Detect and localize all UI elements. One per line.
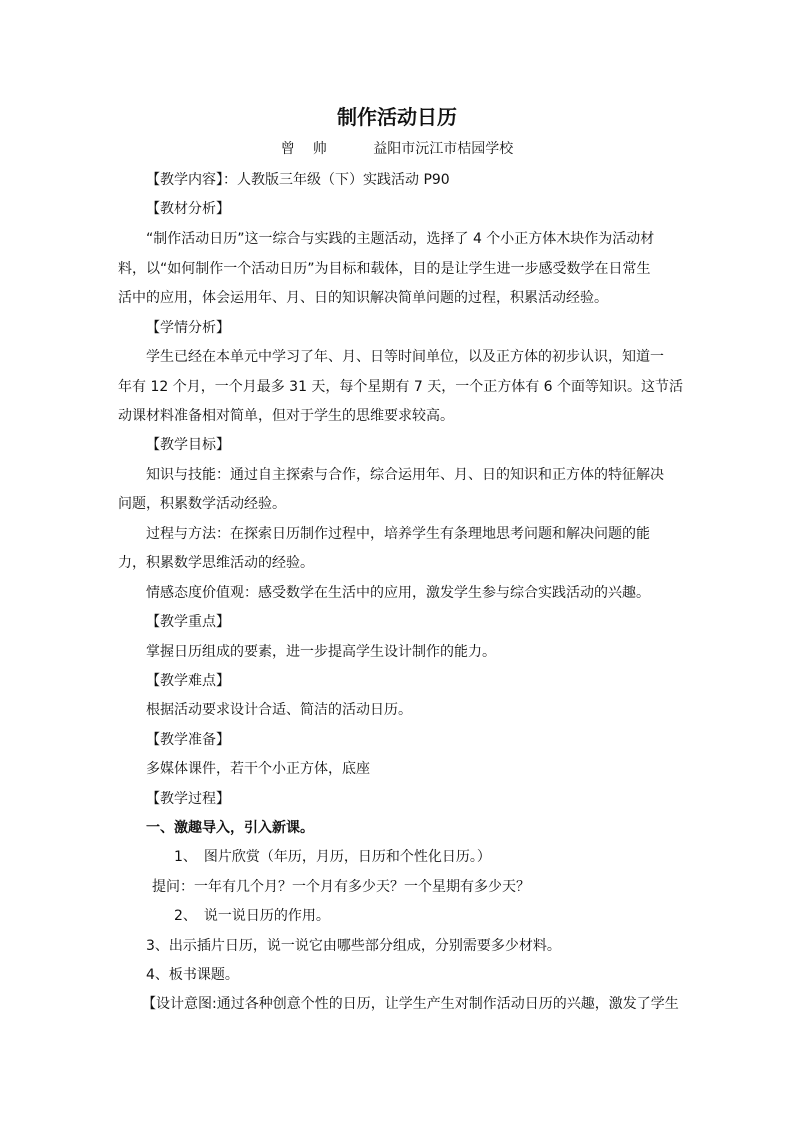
goal-emotion: 情感态度价值观：感受数学在生活中的应用，激发学生参与综合实践活动的兴趣。 [146,585,650,601]
step1-item: 1、 图片欣赏（年历，月历，日历和个性化日历。） [174,849,491,865]
author-line [0,139,794,159]
preparation-text: 多媒体课件，若干个小正方体，底座 [146,761,370,777]
difficulty-text: 根据活动要求设计合适、简洁的活动日历。 [146,702,412,718]
design-intent: 【设计意图:通过各种创意个性的日历，让学生产生对制作活动日历的兴趣，激发了学生 [142,996,679,1012]
teaching-content: 【教学内容】：人教版三年级（下）实践活动 P90 [146,172,450,188]
student-paragraph-line: 学生已经在本单元中学习了年、月、日等时间单位，以及正方体的初步认识，知道一 [146,349,664,365]
material-paragraph-line: “制作活动日历”这一综合与实践的主题活动，选择了 4 个小正方体木块作为活动材 [146,231,655,247]
section-material-analysis: 【教材分析】 [146,201,230,217]
step1-item: 2、 说一说日历的作用。 [174,908,330,924]
student-paragraph-line: 动课材料准备相对简单，但对于学生的思维要求较高。 [118,408,454,424]
goal-knowledge-line: 问题，积累数学活动经验。 [118,496,286,512]
step1-heading: 一、激趣导入，引入新课。 [146,820,314,836]
section-process: 【教学过程】 [146,791,230,807]
step1-item: 3、出示插片日历，说一说它由哪些部分组成，分别需要多少材料。 [146,938,561,954]
author-name: 曾 帅 [280,141,329,157]
goal-process-line: 过程与方法：在探索日历制作过程中，培养学生有条理地思考问题和解决问题的能 [146,526,650,542]
page-title: 制作活动日历 [337,105,457,129]
material-paragraph-line: 活中的应用，体会运用年、月、日的知识解决简单问题的过程，积累活动经验。 [118,290,608,306]
section-student-analysis: 【学情分析】 [146,320,230,336]
student-paragraph-line: 年有 12 个月，一个月最多 31 天，每个星期有 7 天，一个正方体有 6 个面等知识。这节活 [118,379,684,395]
step1-item: 4、板书课题。 [146,967,239,983]
section-key-points: 【教学重点】 [146,614,230,630]
key-point-text: 掌握日历组成的要素，进一步提高学生设计制作的能力。 [146,644,496,660]
section-goals: 【教学目标】 [146,437,230,453]
goal-knowledge-line: 知识与技能：通过自主探索与合作，综合运用年、月、日的知识和正方体的特征解决 [146,467,664,483]
material-paragraph-line: 料，以“如何制作一个活动日历”为目标和载体，目的是让学生进一步感受数学在日常生 [118,261,651,277]
author-school: 益阳市沅江市桔园学校 [373,141,514,157]
section-difficulties: 【教学难点】 [146,673,230,689]
goal-process-line: 力，积累数学思维活动的经验。 [118,555,314,571]
step1-question: 提问：一年有几个月？一个月有多少天？一个星期有多少天？ [152,879,530,895]
section-preparation: 【教学准备】 [146,732,230,748]
